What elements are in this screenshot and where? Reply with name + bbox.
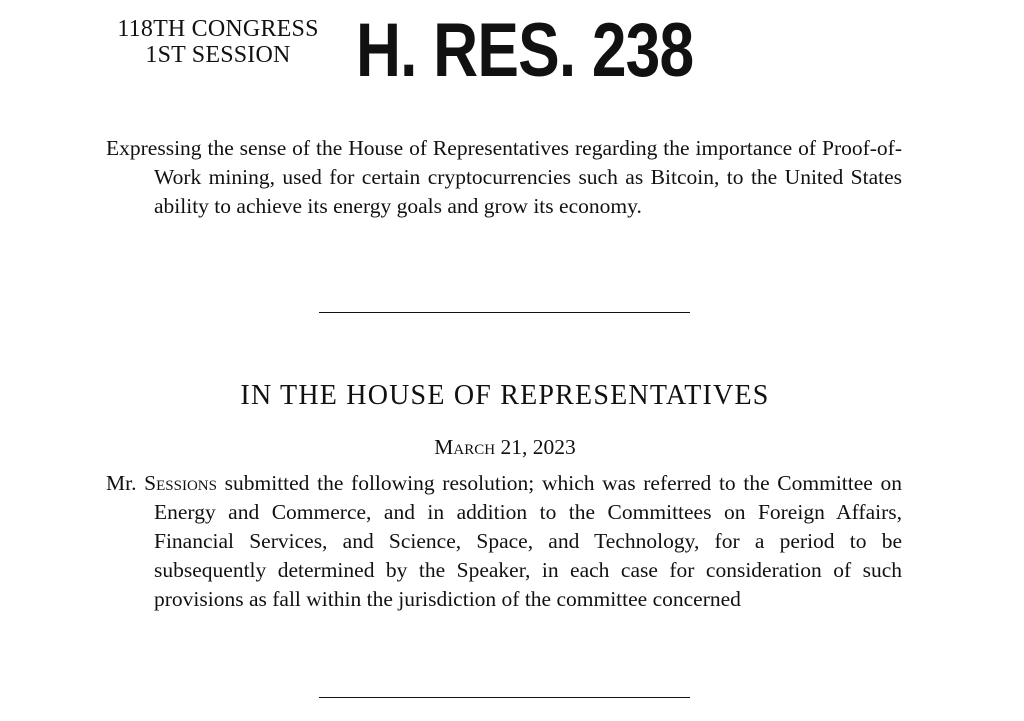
divider-rule-bottom xyxy=(319,697,690,698)
sponsor-prefix: Mr. xyxy=(106,471,137,495)
date-line: March 21, 2023 xyxy=(434,435,576,459)
action-text: submitted the following resolution; which was referred to the Committee on Energy and Commerce, and in addition to the Committees on Foreign Affairs, Financial Services, and Science, Space, and Technology, for a period to be subsequently determined by the Speaker, in each case for consideration of such provisions as fall within the jurisdiction of the committee concerned xyxy=(154,471,902,611)
resolution-title: Expressing the sense of the House of Representatives regarding the importance of Proof-of-Work mining, used for certain cryptocurrencies such as Bitcoin, to the United States ability to achieve its energy goals and grow its economy. xyxy=(106,136,902,218)
session-label: 1ST SESSION xyxy=(145,42,291,68)
congress-session-block xyxy=(104,16,332,68)
bill-number: H. RES. 238 xyxy=(356,8,694,93)
congress-label: 118TH CONGRESS xyxy=(117,16,319,42)
action-paragraph xyxy=(106,469,902,614)
house-heading: IN THE HOUSE OF REPRESENTATIVES xyxy=(240,380,770,411)
divider-rule xyxy=(319,312,690,313)
sponsor-name: Sessions xyxy=(144,471,217,495)
